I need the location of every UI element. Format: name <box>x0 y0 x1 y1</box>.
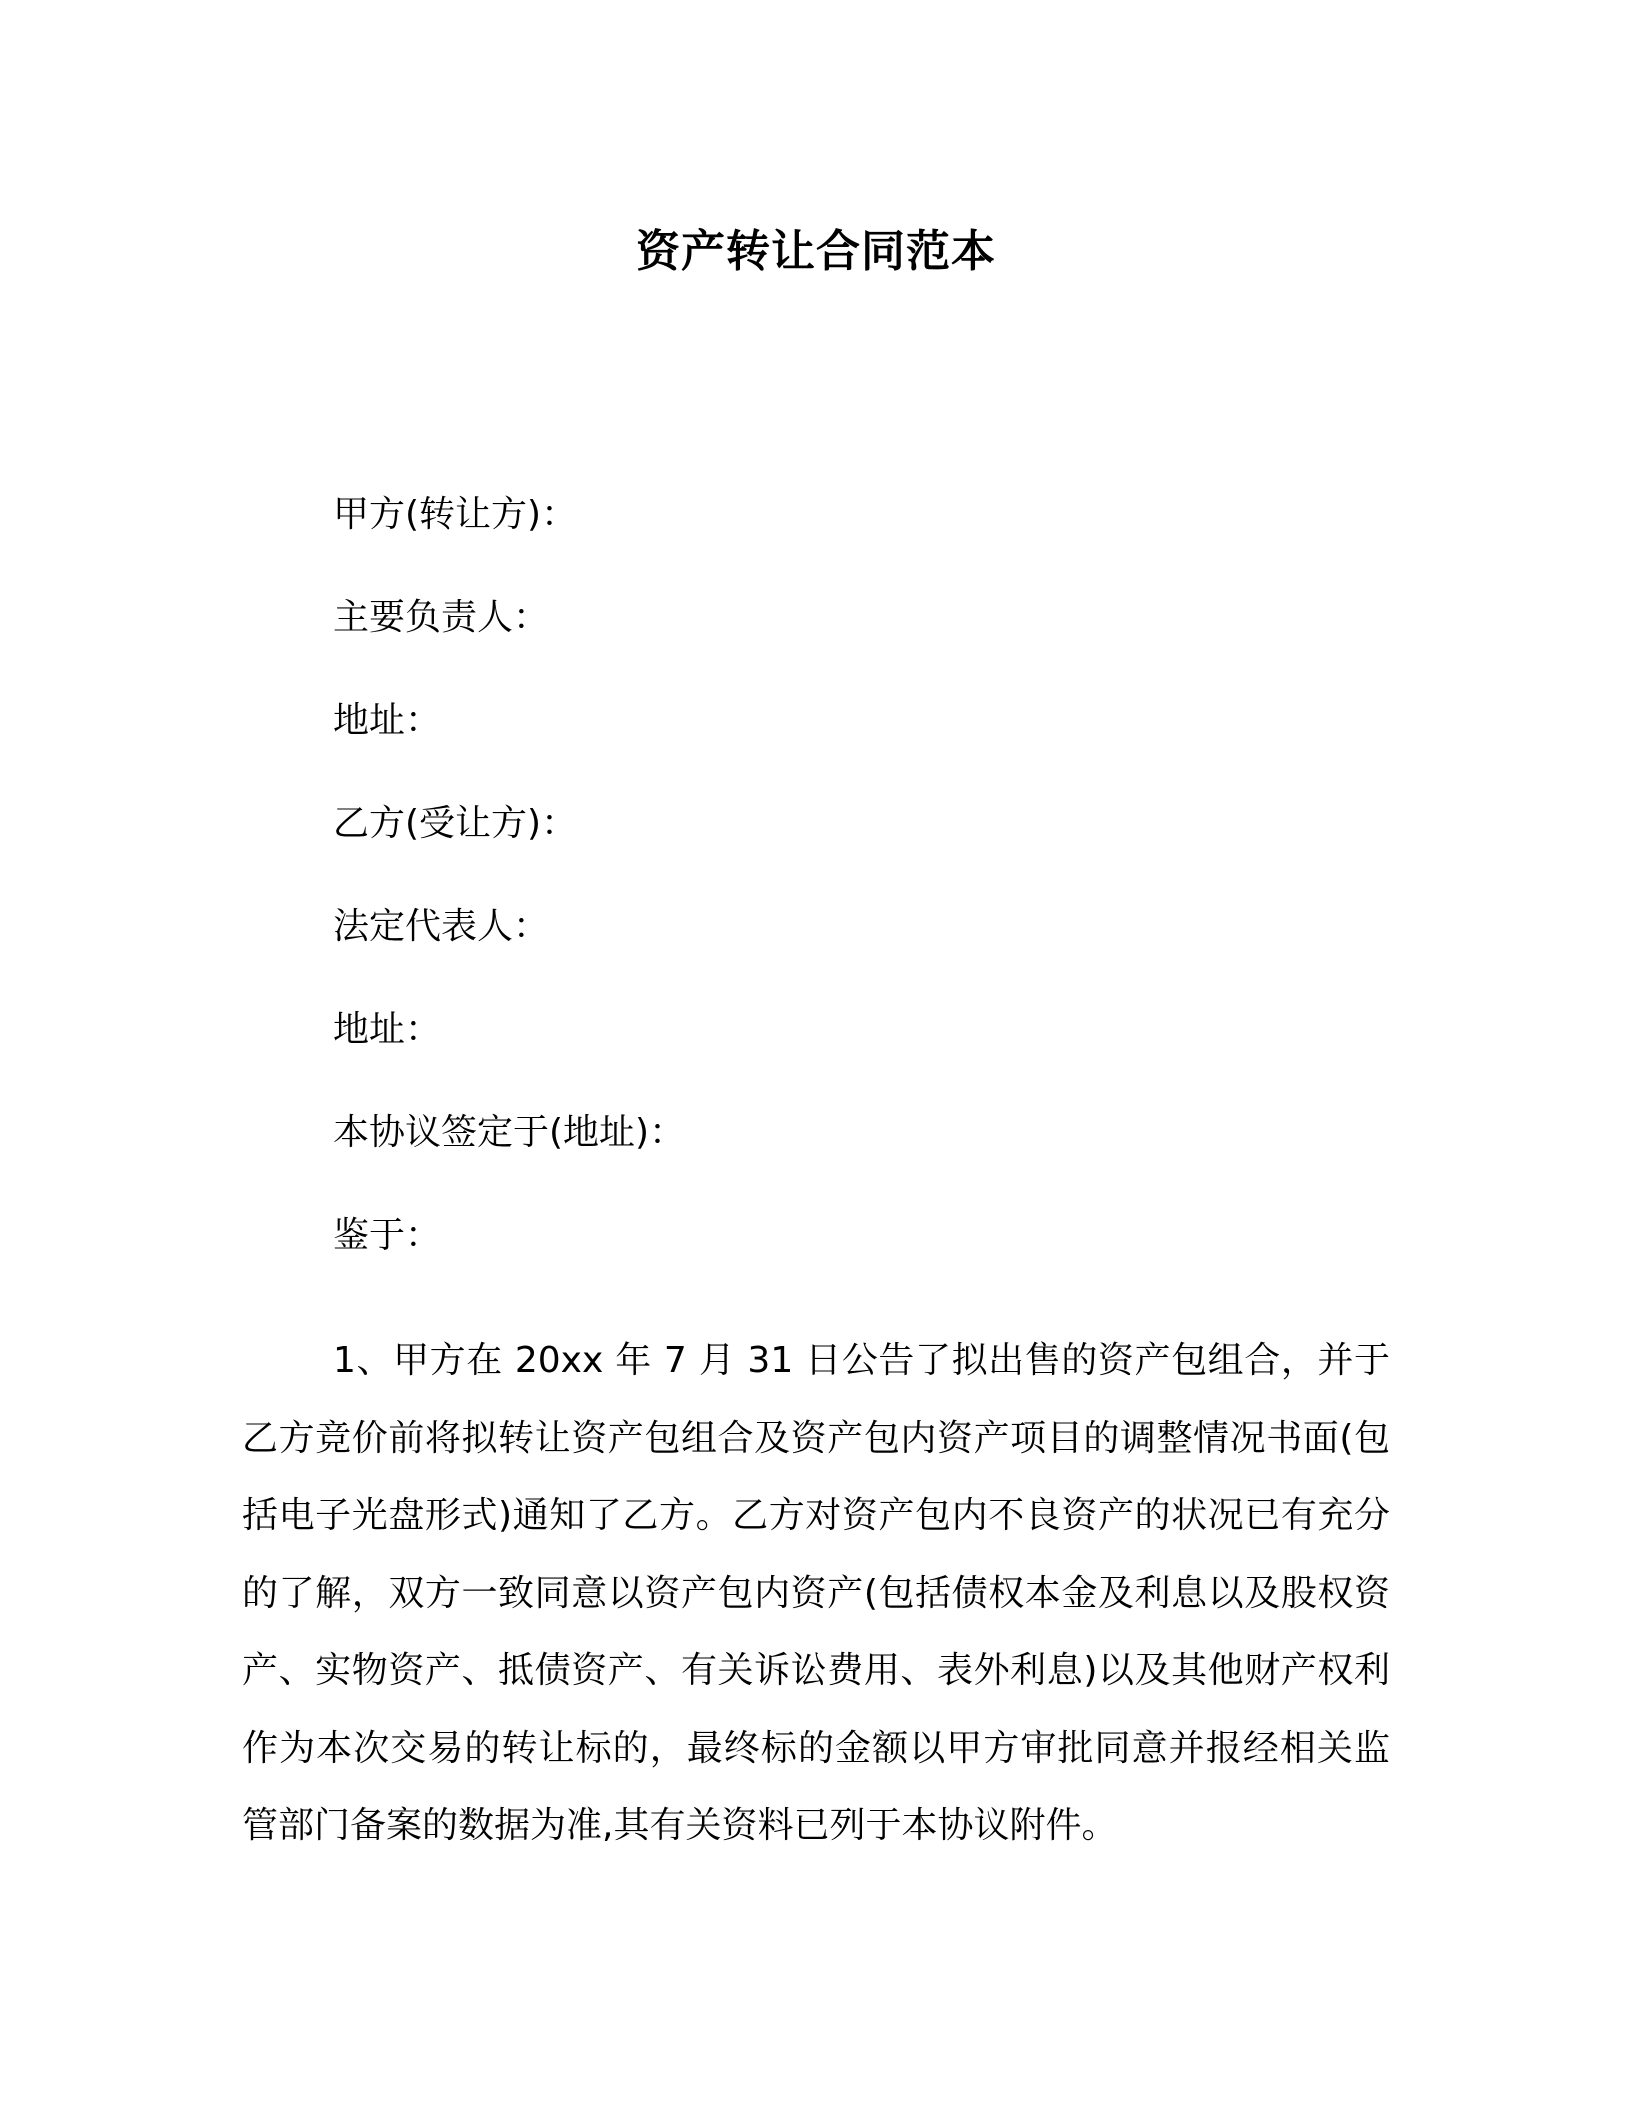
party-b-address-label: 地址： <box>333 1009 442 1050</box>
party-info-fields <box>333 490 1433 1314</box>
document-title: 资产转让合同范本 <box>636 226 996 277</box>
party-a-principal-label: 主要负责人： <box>333 597 550 638</box>
clause-paragraph-1: 1、甲方在 20xx 年 7 月 31 日公告了拟出售的资产包组合，并于乙方竞价前将拟转让资产包组合及资产包内资产项目的调整情况书面(包括电子光盘形式)通知了乙方。乙方对资产包内不良资产的状况已有充分的了解，双方一致同意以资产包内资产(包括债权本金及利息以及股权资产、实物资产、抵债资产、有关诉讼费用、表外利息)以及其他财产权利作为本次交易的转让标的，最终标的金额以甲方审批同意并报经相关监管部门备案的数据为准,其有关资料已列于本协议附件。 <box>242 1340 1390 1846</box>
party-b-legal-rep-label: 法定代表人： <box>333 906 550 947</box>
party-b-label: 乙方(受让方)： <box>333 803 578 844</box>
whereas-label: 鉴于： <box>333 1215 442 1256</box>
signing-location-label: 本协议签定于(地址)： <box>333 1112 686 1153</box>
party-a-label: 甲方(转让方)： <box>333 494 578 535</box>
party-a-address-label: 地址： <box>333 700 442 741</box>
